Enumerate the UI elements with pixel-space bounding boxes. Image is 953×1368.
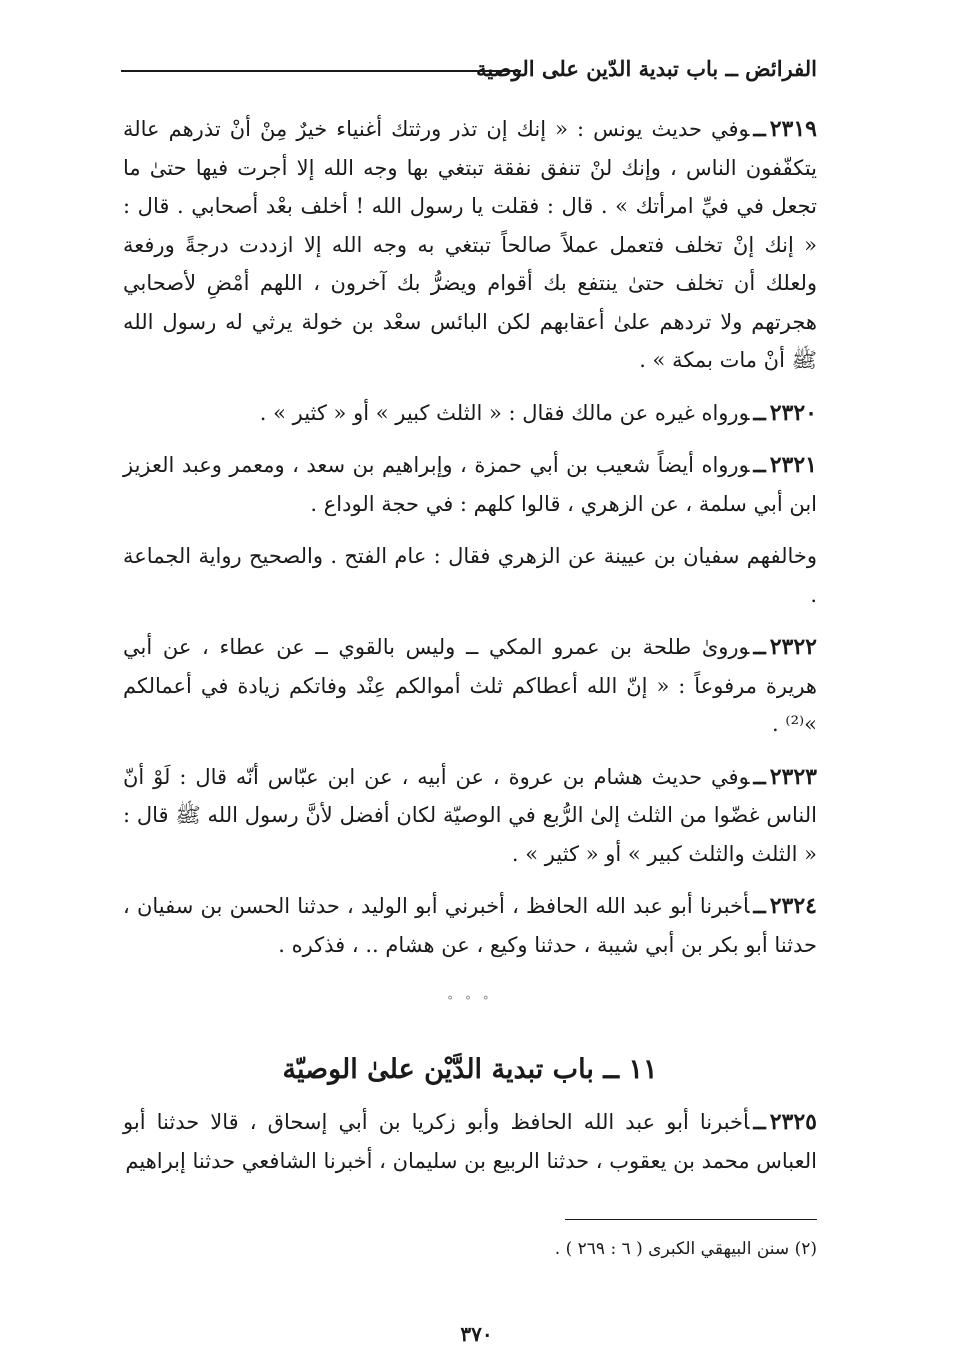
- hadith-paragraph: [123, 628, 817, 744]
- dash-separator: ــ: [753, 116, 766, 141]
- hadith-text: وروىٰ طلحة بن عمرو المكي ــ وليس بالقوي ــ عن عطاء ، عن أبي هريرة مرفوعاً : « إنّ الله أعطاكم ثلث أموالكم عِنْد وفاتكم زيادة في أعمالكم »⁽²⁾ .: [123, 635, 817, 736]
- footnote: (٢) سنن البيهقي الكبرى ( ٦ : ٢٦٩ ) .: [554, 1239, 817, 1259]
- hadith-paragraph: [123, 446, 817, 523]
- hadith-paragraph: [123, 887, 817, 964]
- hadith-paragraph: [123, 1103, 817, 1180]
- hadith-text: وفي حديث يونس : « إنك إن تذر ورثتك أغنياء خيرٌ مِنْ أنْ تذرهم عالة يتكفّفون الناس ، وإنك لنْ تنفق نفقة تبتغي بها وجه الله إلا أجرت فيها حتىٰ ما تجعل في فيِّ امرأتك » . قال : فقلت يا رسول الله ! أخلف بعْد أصحابي . قال : « إنك إنْ تخلف فتعمل عملاً صالحاً تبتغي به وجه الله إلا ازددت درجةً ورفعة ولعلك أن تخلف حتىٰ ينتفع بك أقوام ويضرُّ بك آخرون ، اللهم أمْضِ لأصحابي هجرتهم ولا تردهم علىٰ أعقابهم لكن البائس سعْد بن خولة يرثي له رسول الله ﷺ أنْ مات بمكة » .: [123, 117, 817, 372]
- footnote-rule: [565, 1219, 817, 1220]
- page-number: ٣٧٠: [460, 1322, 493, 1346]
- hadith-number: ٢٣٢٢: [769, 634, 817, 660]
- commentary-text: وخالفهم سفيان بن عيينة عن الزهري فقال : عام الفتح . والصحيح رواية الجماعة .: [123, 544, 817, 607]
- dash-separator: ــ: [753, 763, 766, 789]
- hadith-number: ٢٣٢٠: [769, 399, 817, 426]
- dash-separator: ــ: [753, 893, 766, 918]
- hadith-text: ورواه غيره عن مالك فقال : « الثلث كبير » أو « كثير » .: [259, 400, 750, 425]
- section-ornament: ° ° °: [447, 994, 493, 1008]
- running-title: الفرائض ــ باب تبدية الدّين على الوصية: [476, 56, 817, 81]
- hadith-number: ٢٣١٩: [769, 116, 817, 142]
- hadith-text: ورواه أيضاً شعيب بن أبي حمزة ، وإبراهيم بن سعد ، ومعمر وعبد العزيز ابن أبي سلمة ، عن الزهري ، قالوا كلهم : في حجة الوداع .: [123, 453, 817, 516]
- dash-separator: ــ: [753, 399, 766, 425]
- hadith-paragraph: [123, 110, 817, 380]
- hadith-text: أخبرنا أبو عبد الله الحافظ ، أخبرني أبو الوليد ، حدثنا الحسن بن سفيان ، حدثنا أبو بكر بن أبي شيبة ، حدثنا وكيع ، عن هشام .. ، فذكره .: [123, 894, 817, 957]
- header-rule: [121, 70, 521, 72]
- hadith-paragraph: [123, 758, 817, 874]
- hadith-paragraph: [123, 394, 817, 433]
- hadith-number: ٢٣٢٤: [769, 893, 817, 919]
- hadith-number: ٢٣٢٥: [769, 1109, 817, 1135]
- hadith-number: ٢٣٢٣: [769, 763, 817, 790]
- main-text: [123, 110, 817, 1194]
- hadith-text: وفي حديث هشام بن عروة ، عن أبيه ، عن ابن عبّاس أنّه قال : لَوْ أنّ الناس غضّوا من الثلث إلىٰ الرُّبع في الوصيّة لكان أفضل لأنَّ رسول الله ﷺ قال : « الثلث والثلث كبير » أو « كثير » .: [123, 764, 817, 866]
- dash-separator: ــ: [753, 1109, 766, 1134]
- hadith-number: ٢٣٢١: [769, 452, 817, 478]
- dash-separator: ــ: [753, 634, 766, 659]
- chapter-title: ١١ ــ باب تبدية الدَّيْن علىٰ الوصيّة: [282, 1053, 658, 1085]
- hadith-text: أخبرنا أبو عبد الله الحافظ وأبو زكريا بن أبي إسحاق ، قالا حدثنا أبو العباس محمد بن يعقوب ، حدثنا الربيع بن سليمان ، أخبرنا الشافعي حدثنا إبراهيم: [123, 1110, 817, 1173]
- commentary-paragraph: [123, 537, 817, 614]
- dash-separator: ــ: [753, 452, 766, 477]
